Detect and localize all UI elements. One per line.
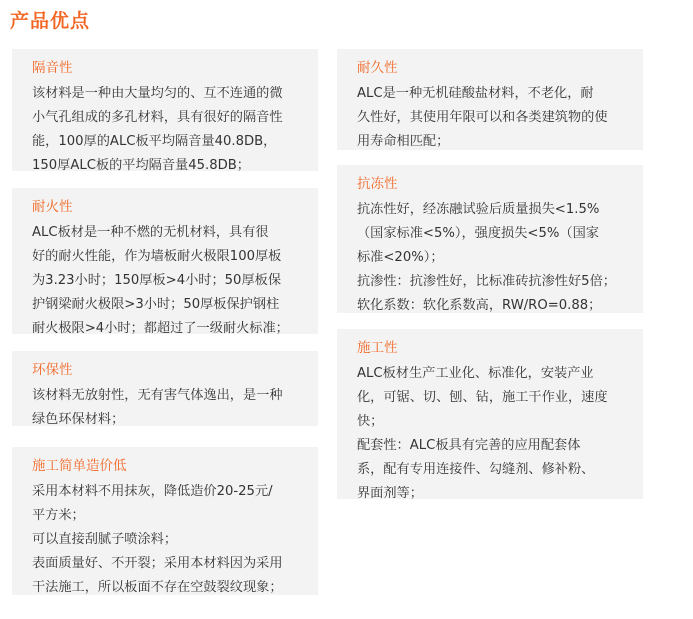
card-text-line: 平方米； (32, 508, 85, 523)
card-text-line: 软化系数：软化系数高，RW/RO=0.88； (357, 298, 602, 313)
card-text-line: 绿色环保材料； (32, 412, 125, 427)
card-text-line: 好的耐火性能，作为墙板耐火极限100厚板 (32, 249, 282, 264)
card-text-line: 小气孔组成的多孔材料，具有很好的隔音性 (32, 110, 283, 125)
card-text-line: 抗渗性：抗渗性好，比标准砖抗渗性好5倍； (357, 274, 616, 289)
card-frost-resistance (337, 165, 643, 313)
card-text-line: 配套性：ALC板具有完善的应用配套体 (357, 438, 581, 453)
card-text-line: ALC板材是一种不燃的无机材料，具有很 (32, 225, 269, 240)
card-text-line: 该材料是一种由大量均匀的、互不连通的微 (32, 86, 283, 101)
card-text-line: 耐火极限>4小时；都超过了一级耐火标准； (32, 321, 289, 336)
card-text-line: 快； (357, 414, 384, 429)
card-text-line: ALC是一种无机硅酸盐材料，不老化，耐 (357, 86, 594, 101)
card-text-line: 该材料无放射性，无有害气体逸出，是一种 (32, 388, 283, 403)
card-text-line: 化，可锯、切、刨、钻，施工干作业，速度 (357, 390, 608, 405)
page-title: 产品优点 (10, 10, 91, 32)
card-text-line: 系，配有专用连接件、勾缝剂、修补粉、 (357, 462, 595, 477)
card-eco-friendly (12, 351, 318, 426)
card-text-line: 可以直接刮腻子喷涂料； (32, 532, 178, 547)
card-title: 隔音性 (32, 60, 73, 76)
card-text-line: （国家标准<5%），强度损失<5%（国家 (357, 226, 599, 241)
card-text-line: 护钢梁耐火极限>3小时；50厚板保护钢柱 (32, 297, 280, 312)
card-title: 耐火性 (32, 199, 73, 215)
card-text-line: 表面质量好、不开裂；采用本材料因为采用 (32, 556, 283, 571)
card-durability (337, 49, 643, 150)
card-workability (337, 329, 643, 499)
card-title: 抗冻性 (357, 176, 398, 192)
card-sound-insulation (12, 49, 318, 171)
card-title: 施工性 (357, 340, 398, 356)
card-text-line: 标准<20%）； (357, 250, 444, 265)
card-fire-resistance (12, 188, 318, 334)
card-text-line: 用寿命相匹配； (357, 134, 450, 149)
card-text-line: 采用本材料不用抹灰，降低造价20-25元/ (32, 484, 273, 499)
card-text-line: 干法施工，所以板面不存在空鼓裂纹现象； (32, 580, 283, 595)
card-easy-construction-low-cost (12, 447, 318, 595)
card-text-line: 150厚ALC板的平均隔音量45.8DB； (32, 158, 250, 173)
card-text-line: 久性好，其使用年限可以和各类建筑物的使 (357, 110, 608, 125)
card-text-line: 为3.23小时；150厚板>4小时；50厚板保 (32, 273, 282, 288)
card-text-line: 界面剂等； (357, 486, 423, 501)
card-text-line: 能，100厚的ALC板平均隔音量40.8DB， (32, 134, 277, 149)
card-title: 环保性 (32, 362, 73, 378)
card-title: 施工简单造价低 (32, 458, 127, 474)
card-text-line: 抗冻性好，经冻融试验后质量损失<1.5% (357, 202, 600, 217)
card-text-line: ALC板材生产工业化、标准化，安装产业 (357, 366, 594, 381)
card-title: 耐久性 (357, 60, 398, 76)
